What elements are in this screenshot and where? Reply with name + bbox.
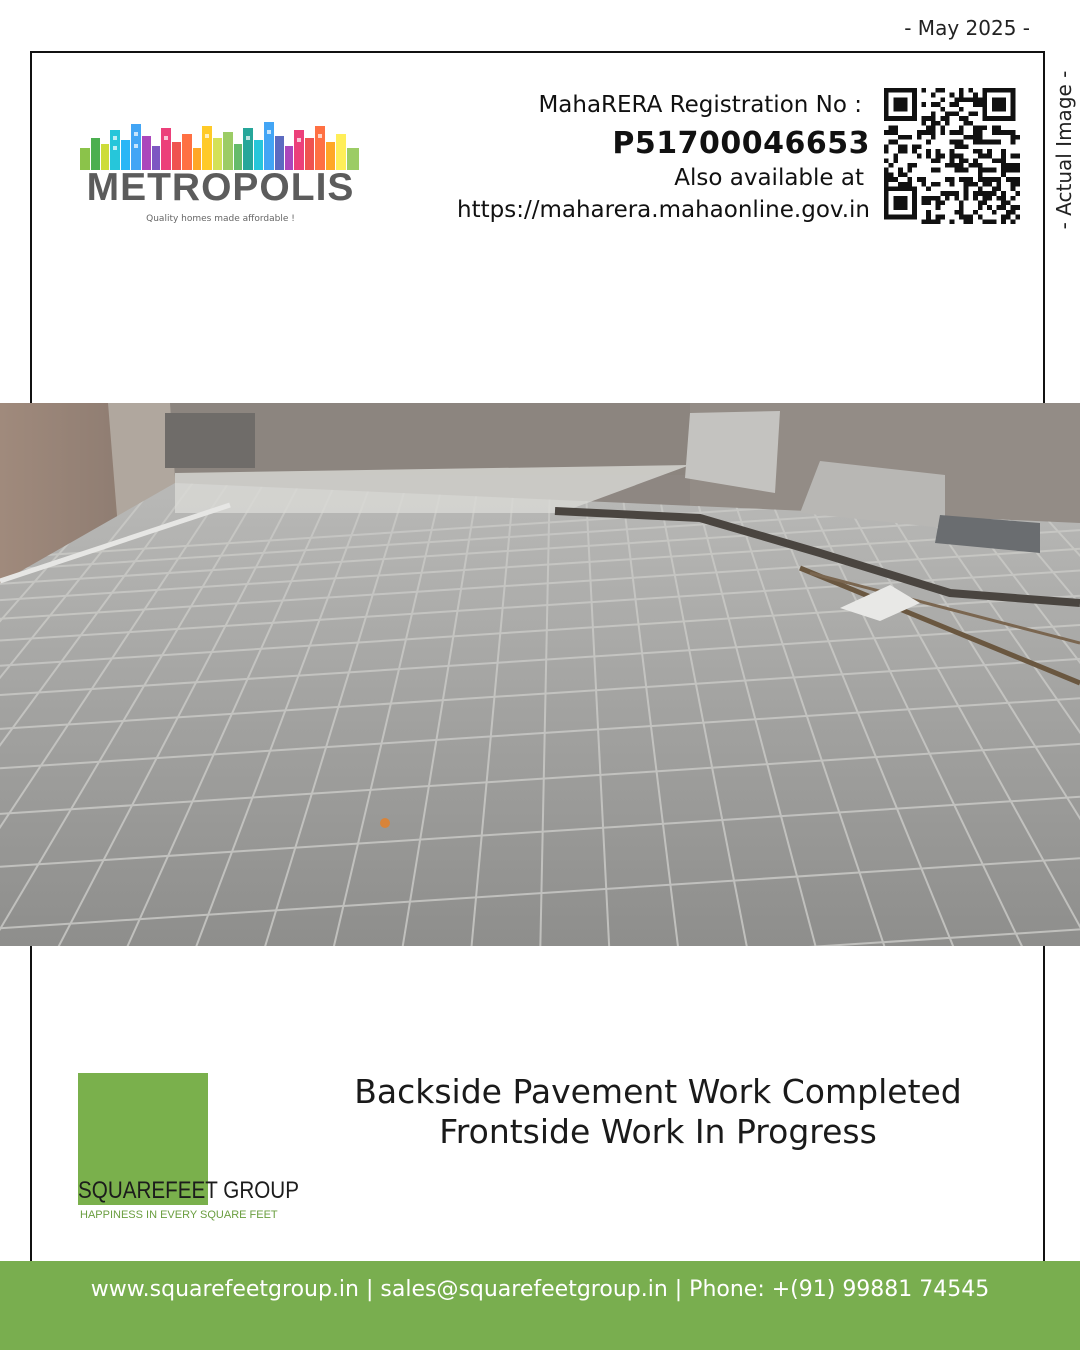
metropolis-tagline: Quality homes made affordable !: [146, 214, 295, 224]
rera-available-text: Also available at: [674, 165, 864, 191]
progress-caption: [320, 1072, 996, 1152]
site-photo: [0, 403, 1080, 946]
actual-image-label: [1052, 60, 1076, 240]
qr-code-icon: [884, 88, 1020, 224]
footer-bar: [0, 1261, 1080, 1350]
caption-line-1: Backside Pavement Work Completed: [354, 1072, 962, 1111]
caption-line-2: Frontside Work In Progress: [439, 1112, 877, 1151]
rera-info: [457, 92, 870, 223]
date-label: - May 2025 -: [904, 16, 1030, 40]
footer-contact: www.squarefeetgroup.in | sales@squarefeetgroup.in | Phone: +(91) 99881 74545: [90, 1277, 990, 1302]
squarefeet-tagline: HAPPINESS IN EVERY SQUARE FEET: [80, 1209, 278, 1221]
paved-courtyard-photo: [0, 403, 1080, 946]
rera-label: MahaRERA Registration No :: [538, 92, 862, 118]
actual-image-text: - Actual Image -: [1052, 70, 1076, 230]
rera-url[interactable]: https://maharera.mahaonline.gov.in: [457, 197, 870, 223]
squarefeet-wordmark: SQUAREFEET GROUP: [78, 1177, 299, 1204]
squarefeet-logo: [78, 1065, 299, 1225]
rera-number: P51700046653: [612, 126, 870, 161]
metropolis-wordmark: METROPOLIS: [86, 166, 355, 209]
metropolis-logo: [78, 118, 363, 230]
